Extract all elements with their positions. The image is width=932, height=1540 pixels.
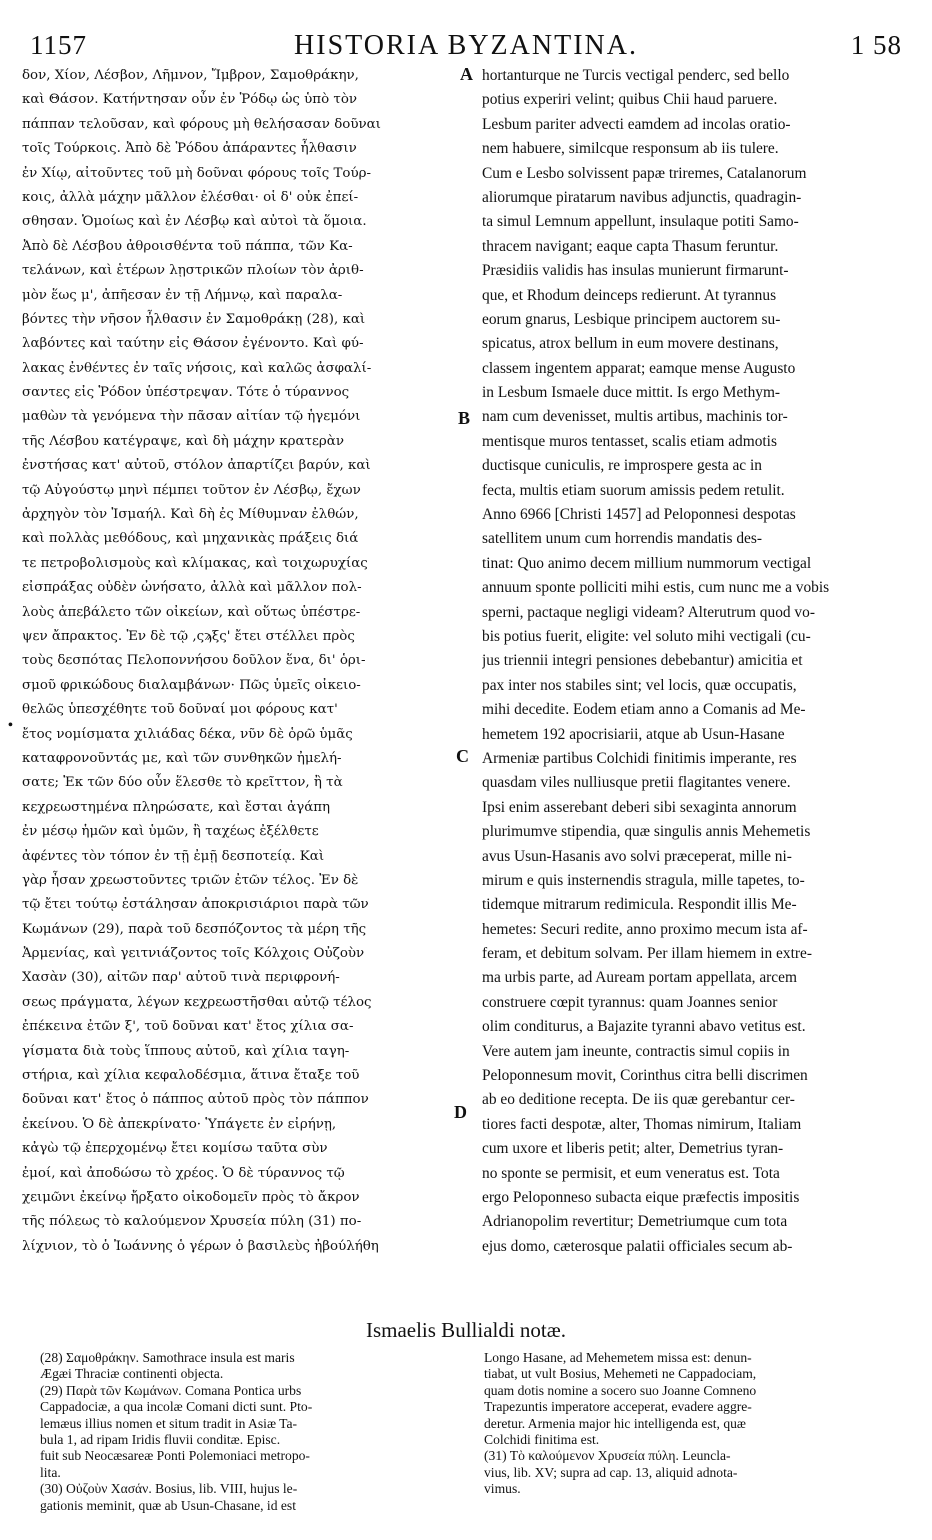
greek-text-line: ἐν Χίῳ, αἰτοῦντες τοῦ μὴ δοῦναι φόρους τοῖς Τούρ- [22, 165, 372, 181]
greek-text-line: τοὺς δεσπότας Πελοποννήσου δοῦλον ἕνα, δι' ὁρι- [22, 653, 366, 669]
latin-text-line: potius experiri velint; quibus Chii haud paruere. [482, 91, 778, 109]
latin-text-line: annuum sponte polliciti mihi estis, cum nunc me a vobis [482, 579, 830, 597]
page-number-right: 1 58 [850, 30, 902, 60]
greek-text-line: Ἀρμενίας, καὶ γειτνιάζοντος τοῖς Κόλχοις Οὐζοὺν [22, 946, 365, 962]
note-line: Longo Hasane, ad Mehemetem missa est: denun- [484, 1350, 752, 1365]
latin-text-line: construere cœpit tyrannus: quam Joannes senior [482, 993, 778, 1011]
latin-text-line: pax inter nos stabiles sint; vel locis, quæ occupatis, [482, 676, 797, 694]
margin-letter-b: B [458, 408, 471, 428]
greek-text-line: καὶ Θάσον. Κατήντησαν οὖν ἐν Ῥόδῳ ὡς ὑπὸ τὸν [22, 92, 358, 108]
greek-text-line: Χασὰν (30), αἰτῶν παρ' αὐτοῦ τινὰ περιφρονή- [22, 970, 340, 986]
latin-text-line: nam cum devenisset, multis artibus, machinis tor- [482, 408, 788, 426]
latin-text-line: tidemque mitrarum redimicula. Respondit illis Me- [482, 896, 797, 914]
latin-text-line: mihi decedite. Eodem etiam anno a Comanis ad Me- [482, 701, 806, 719]
latin-text-line: Adrianopolim revertitur; Demetriumque cum tota [482, 1213, 788, 1231]
latin-text-line: avus Usun-Hasanis avo solvi præceperat, mille ni- [482, 847, 792, 865]
greek-text-line: σαντες εἰς Ῥόδον ὑπέστρεψαν. Τότε ὁ τύραννος [22, 385, 350, 401]
greek-text-line: λίχνιον, τὸ ὁ Ἰωάννης ὁ γέρων ὁ βασιλεὺς ἠβούλήθη [22, 1238, 379, 1254]
greek-text-line: λοὺς ἀπεβάλετο τῶν οἰκείων, καὶ οὕτως ὑπέστρε- [22, 604, 361, 620]
latin-text-line: hemetem 192 apocrisiarii, atque ab Usun-Hasane [482, 725, 785, 743]
latin-text-line: ductisque cuniculis, re improspere gesta ac in [482, 457, 762, 475]
note-line: quam dotis nomine a socero suo Joanne Comneno [484, 1382, 757, 1398]
latin-text-line: hortanturque ne Turcis vectigal penderc, sed bello [482, 67, 790, 84]
greek-text-line: τοῖς Τούρκοις. Ἀπὸ δὲ Ῥόδου ἀπάραντες ἦλθασιν [22, 141, 357, 157]
latin-text-line: nem habuere, similcque responsum ab iis tulere. [482, 140, 779, 158]
greek-text-line: τῆς Λέσβου κατέγραψε, καὶ δὴ μάχην κρατερὰν [22, 433, 344, 449]
greek-text-line: μὸν ἕως μ', ἀπῆεσαν ἐν τῇ Λήμνῳ, καὶ παραλα- [22, 287, 343, 303]
latin-text-line: satellitem unum cum horrendis mandatis des- [482, 530, 762, 548]
greek-text-line: τῷ Αὐγούστῳ μηνὶ πέμπει τοῦτον ἐν Λέσβῳ, ἔχων [22, 482, 361, 498]
greek-text-line: κἀγὼ τῷ ἐπερχομένῳ ἔτει κομίσω ταῦτα σὺν [22, 1141, 328, 1157]
greek-text-line: κοις, ἀλλὰ μάχην μᾶλλον ἐλέσθαι· οἱ δ' οὐκ ἐπεί- [22, 189, 359, 205]
greek-text-line: χειμῶνι ἐκείνῳ ἤρξατο οἰκοδομεῖν πρὸς τὸ ἄκρον [22, 1189, 360, 1205]
greek-text-line: γίσματα διὰ τοὺς ἵππους αὐτοῦ, καὶ χίλια ταγη- [22, 1043, 350, 1059]
latin-text-line: no sponte se permisit, et eum veneratus est. Tota [482, 1164, 780, 1182]
greek-text-line: πάππαν τελοῦσαν, καὶ φόρους μὴ θελήσασαν δοῦναι [22, 116, 381, 132]
note-line: lemæus illius nomen et situm tradit in Asiæ Ta- [40, 1415, 298, 1431]
greek-text-line: καταφρονοῦντάς με, καὶ τῶν συνθηκῶν ἠμελή- [22, 750, 342, 766]
latin-text-line: classem ingentem apparat; eamque mense Augusto [482, 359, 796, 377]
greek-text-line: ἀρχηγὸν τὸν Ἰσμαήλ. Καὶ δὴ ἐς Μίθυμναν ἐλθών, [22, 507, 359, 523]
greek-text-line: ἐπέκεινα ἐτῶν ξ', τοῦ δοῦναι κατ' ἔτος χίλια σα- [22, 1019, 354, 1035]
margin-letter-c: C [456, 746, 469, 766]
latin-text-line: mirum e quis insternendis stragula, mille tapetes, to- [482, 871, 805, 889]
note-line: (29) Παρὰ τῶν Κωμάνων. Comana Pontica urbs [40, 1382, 302, 1398]
latin-text-line: tiores facti despotæ, alter, Thomas nimirum, Italiam [482, 1115, 802, 1133]
greek-text-column [22, 64, 460, 1259]
note-line: lita. [40, 1464, 61, 1480]
latin-text-line: jus triennii integri pensiones debebantur) amicitia et [482, 652, 803, 670]
running-title: HISTORIA BYZANTINA. [294, 30, 638, 61]
greek-text-line: σμοῦ φρικώδους διαλαμβάνων· Πῶς ὑμεῖς οἰκειο- [22, 677, 361, 693]
page-number-left: 1157 [30, 30, 87, 60]
greek-text-line: λαβόντες καὶ ταύτην εἰς Θάσον ἐγένοντο. Καὶ φύ- [22, 336, 364, 352]
notes-left-column [40, 1350, 458, 1514]
note-line: tiabat, ut vult Bosius, Mehemeti ne Cappadociam, [484, 1366, 757, 1382]
note-line: (28) Σαμοθράκην. Samothrace insula est maris [40, 1350, 295, 1365]
greek-text-line: σατε; Ἐκ τῶν δύο οὖν ἕλεσθε τὸ κρεῖττον, ἢ τὰ [22, 775, 343, 791]
greek-text-line: τῷ ἔτει τούτῳ ἐστάλησαν ἀποκρισιάριοι παρὰ τῶν [22, 897, 369, 913]
greek-text-line: ἀφέντες τὸν τόπον ἐν τῇ ἐμῇ δεσποτείᾳ. Καὶ [22, 848, 325, 864]
greek-text-line: μαθὼν τὰ γενόμενα τὴν πᾶσαν αἰτίαν τῷ ἡγεμόνι [22, 409, 361, 425]
latin-text-line: ta simul Lemnum appellunt, insulaque potiti Samo- [482, 213, 799, 231]
greek-text-line: τῆς πόλεως τὸ καλούμενον Χρυσεία πύλη (31) πο- [22, 1214, 362, 1230]
latin-text-line: plurimumve stipendia, quæ singulis annis Mehemetis [482, 823, 811, 841]
latin-text-line: cum uxore et liberis petit; alter, Demetrius tyran- [482, 1140, 784, 1158]
greek-text-line: γὰρ ἦσαν χρεωστοῦντες τριῶν ἐτῶν τέλος. Ἐν δὲ [22, 872, 359, 888]
greek-text-line: δον, Χίον, Λέσβον, Λῆμνον, Ἴμβρον, Σαμοθράκην, [22, 68, 359, 83]
note-line: Trapezuntis imperatore acceperat, evadere aggre- [484, 1399, 752, 1415]
latin-text-line: fecta, multis etiam suorum amissis pedem retulit. [482, 481, 785, 499]
latin-text-line: spicatus, atrox bellum in eum movere destinans, [482, 335, 779, 353]
latin-text-line: eorum gnarus, Lesbique principem auctorem su- [482, 310, 781, 328]
latin-text-line: tinat: Quo animo decem millium nummorum vectigal [482, 554, 812, 572]
note-line: bula 1, ad ripam Iridis fluvii conditæ. Episc. [40, 1431, 281, 1447]
latin-text-line: Lesbum pariter advecti eamdem ad incolas oratio- [482, 115, 791, 133]
latin-text-line: sperni, pactaque negligi videam? Alterutrum quod vo- [482, 603, 815, 621]
note-line: (30) Οὐζοὺν Χασάν. Bosius, lib. VIII, hujus le- [40, 1481, 298, 1497]
latin-text-line: ab eo deditione recepta. De iis quæ gerebantur cer- [482, 1091, 795, 1109]
latin-text-line: Vere autem jam ineunte, contractis simul copiis in [482, 1042, 790, 1060]
latin-text-line: hemetes: Securi redite, anno proximo mecum ista af- [482, 920, 808, 938]
greek-text-line: κεχρεωστημένα πληρώσατε, καὶ ἔσται ἀγάπη [22, 799, 331, 815]
greek-text-line: στήρια, καὶ χίλια κεφαλοδέσμια, ἅτινα ἔταξε τοῦ [22, 1068, 360, 1084]
latin-text-line: Peloponnesum movit, Corinthus citra belli discrimen [482, 1067, 808, 1085]
latin-text-line: Cum e Lesbo solvissent papæ triremes, Catalanorum [482, 164, 807, 182]
greek-text-line: ἐν μέσῳ ἡμῶν καὶ ὑμῶν, ἢ ταχέως ἐξέλθετε [22, 824, 319, 840]
margin-mark: • [8, 718, 13, 733]
notes-heading: Ismaelis Bullialdi notæ. [365, 1318, 567, 1342]
note-line: vimus. [484, 1481, 521, 1497]
greek-text-line: βόντες τὴν νῆσον ἦλθασιν ἐν Σαμοθράκῃ (28), καὶ [22, 311, 366, 327]
greek-text-line: ἔτος νομίσματα χιλιάδας δέκα, νῦν δὲ ὁρῶ ὑμᾶς [22, 726, 353, 742]
greek-text-line: θελῶς ὑπεσχέθητε τοῦ δοῦναί μοι φόρους κατ' [22, 702, 338, 718]
latin-text-line: feram, et debitum solvam. Per illam hiemem in extre- [482, 945, 812, 963]
latin-text-column [482, 64, 906, 1259]
greek-text-line: σεως πράγματα, λέγων κεχρεωστῆσθαι αὐτῷ τέλος [22, 994, 372, 1010]
greek-text-line: καὶ πολλὰς μεθόδους, καὶ μηχανικὰς πράξεις διά [22, 531, 359, 547]
latin-text-line: aliorumque piratarum navibus adjunctis, quadragin- [482, 188, 802, 206]
note-line: vius, lib. XV; supra ad cap. 13, aliquid adnota- [484, 1464, 738, 1480]
latin-text-line: mentisque muros tentasset, scalis etiam admotis [482, 432, 777, 450]
note-line: deretur. Armenia major hic intelligenda est, quæ [484, 1415, 746, 1431]
greek-text-line: ψεν ἄπρακτος. Ἐν δὲ τῷ ,ςϡξς' ἔτει στέλλει πρὸς [22, 628, 355, 644]
greek-text-line: ἐκείνου. Ὁ δὲ ἀπεκρίνατο· Ὑπάγετε ἐν εἰρήνῃ, [22, 1116, 337, 1132]
note-line: Colchidi finitima est. [484, 1431, 600, 1447]
greek-text-line: ἐμοί, καὶ ἀποδώσω τὸ χρέος. Ὁ δὲ τύραννος τῷ [22, 1165, 345, 1181]
greek-text-line: Ἀπὸ δὲ Λέσβου ἀθροισθέντα τοῦ πάππα, τῶν Κα- [22, 238, 353, 254]
latin-text-line: thracem navigant; eaque capta Thasum feruntur. [482, 237, 779, 255]
margin-letter-a: A [460, 64, 473, 84]
note-line: Cappadociæ, a qua incolæ Comani dicti sunt. Pto- [40, 1399, 313, 1415]
greek-text-line: ἐνστήσας κατ' αὐτοῦ, στόλον ἀπαρτίζει βαρύν, καὶ [22, 458, 371, 474]
greek-text-line: Κωμάνων (29), παρὰ τοῦ δεσπόζοντος τὰ μέρη τῆς [22, 921, 367, 937]
greek-text-line: τε πετροβολισμοὺς καὶ κλίμακας, καὶ τοιχωρυχίας [22, 555, 368, 571]
latin-text-line: ejus domo, cæterosque palatii officiales secum ab- [482, 1237, 793, 1255]
latin-text-line: ergo Peloponneso subacta eique præfectis impositis [482, 1188, 800, 1206]
note-line: (31) Τὸ καλούμενον Χρυσεία πύλη. Leuncla- [484, 1448, 731, 1464]
running-header [30, 30, 902, 64]
latin-text-line: Armeniæ partibus Colchidi finitimis imperante, res [482, 749, 797, 767]
greek-text-line: εἰσπράξας οὐδὲν ὠνήσατο, ἀλλὰ καὶ μᾶλλον πολ- [22, 580, 362, 596]
latin-text-line: olim conditurus, a Bajazite tyranni abavo vetitus est. [482, 1018, 806, 1036]
notes-right-column [484, 1350, 902, 1498]
latin-text-line: que, et Rhodum deinceps redierunt. At tyrannus [482, 286, 777, 304]
greek-text-line: λακας ἐνθέντες ἐν ταῖς νήσοις, καὶ καλῶς ἀσφαλί- [22, 360, 372, 376]
note-line: Ægæi Thraciæ continenti objecta. [40, 1366, 224, 1382]
margin-letter-d: D [454, 1102, 467, 1122]
note-line: gationis meminit, quæ ab Usun-Chasane, id est [40, 1497, 296, 1513]
latin-text-line: in Lesbum Ismaele duce mittit. Is ergo Methym- [482, 384, 781, 402]
latin-text-line: Præsidiis validis has insulas munierunt firmarunt- [482, 262, 789, 280]
note-line: fuit sub Neocæsareæ Ponti Polemoniaci metropo- [40, 1448, 310, 1464]
latin-text-line: Ipsi enim asserebant deberi sibi sexaginta annorum [482, 798, 797, 816]
greek-text-line: τελάνων, καὶ ἑτέρων λῃστρικῶν πλοίων τὸν ἀριθ- [22, 263, 364, 279]
latin-text-line: quasdam viles nulliusque pretii flagitantes venere. [482, 774, 791, 792]
greek-text-line: δοῦναι κατ' ἔτος ὁ πάππος αὐτοῦ πρὸς τὸν πάππον [22, 1092, 369, 1108]
latin-text-line: bis potius fuerit, eligite: vel soluto mihi vectigali (cu- [482, 627, 811, 645]
latin-text-line: Anno 6966 [Christi 1457] ad Peloponnesi despotas [482, 506, 796, 524]
latin-text-line: ma urbis parte, ad Auream portam appellata, arcem [482, 969, 797, 987]
greek-text-line: σθησαν. Ὁμοίως καὶ ἐν Λέσβῳ καὶ αὐτοὶ τὰ ὅμοια. [22, 214, 367, 230]
